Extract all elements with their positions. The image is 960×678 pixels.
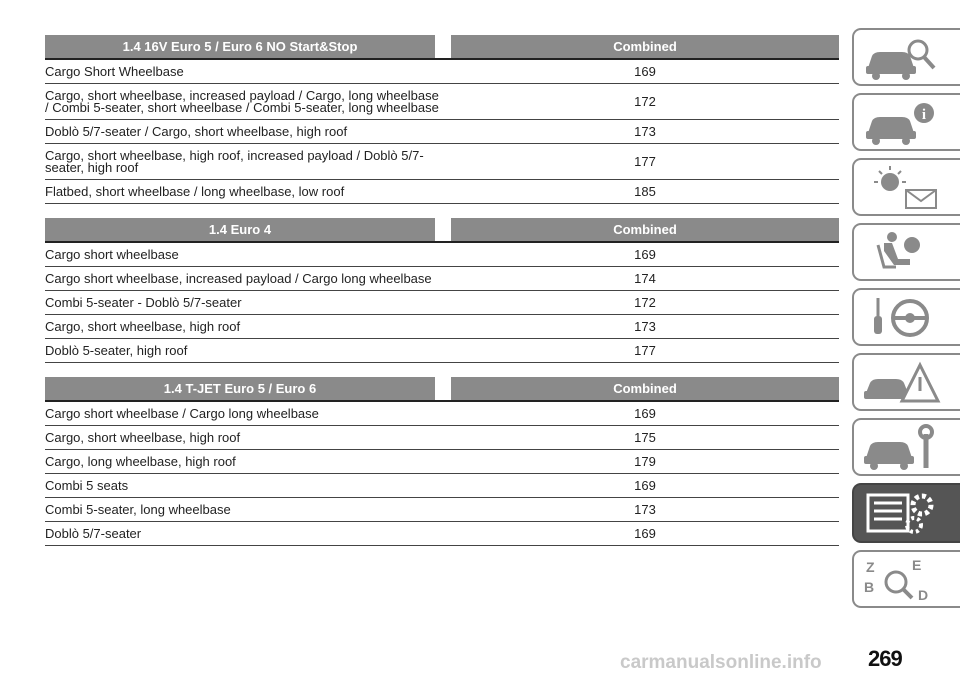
model-header: 1.4 16V Euro 5 / Euro 6 NO Start&Stop [45,35,435,58]
combined-header: Combined [451,218,839,241]
row-description: Combi 5-seater - Doblò 5/7-seater [45,294,242,310]
table-row [45,291,839,315]
row-description: Combi 5-seater, long wheelbase [45,501,231,517]
page-number: 269 [868,646,902,671]
row-value: 175 [634,429,656,445]
specs-gear-icon [862,489,942,537]
car-info-icon [862,99,942,147]
row-description: Cargo, long wheelbase, high roof [45,453,236,469]
table-row [45,474,839,498]
tab-car-search[interactable] [852,28,960,86]
model-header: 1.4 Euro 4 [45,218,435,241]
row-value: 173 [634,318,656,334]
tab-index[interactable] [852,550,960,608]
row-description: Doblò 5-seater, high roof [45,342,188,358]
table-row [45,450,839,474]
table-header [45,377,839,402]
row-value: 173 [634,123,656,139]
table-row [45,144,839,180]
tab-warning-lights[interactable] [852,158,960,216]
table-1-4-euro4 [45,218,839,363]
row-value: 174 [634,270,656,286]
svg-text:Z: Z [866,559,875,575]
car-wrench-icon [862,424,942,472]
row-description: Combi 5 seats [45,477,129,493]
table-1-4-16v [45,35,839,204]
row-value: 185 [634,183,656,199]
table-row [45,60,839,84]
table-row [45,120,839,144]
svg-text:B: B [864,579,875,595]
svg-text:E: E [912,557,922,573]
emissions-tables [45,35,839,560]
row-value: 169 [634,525,656,541]
tab-key-steering[interactable] [852,288,960,346]
row-description: Cargo short wheelbase, increased payload / Cargo long wheelbase [45,270,432,286]
warning-lights-icon [862,164,942,212]
table-header [45,218,839,243]
row-value: 177 [634,153,656,169]
row-value: 169 [634,63,656,79]
car-warning-triangle-icon [862,359,942,407]
row-description: Cargo, short wheelbase, increased payload / Cargo, long wheelbase / Combi 5-seater, short wheelbase / Combi 5-seater, long wheelbase [45,87,439,115]
table-1-4-tjet [45,377,839,546]
tab-car-wrench[interactable] [852,418,960,476]
watermark: carmanualsonline.info [620,652,822,673]
index-letters-icon [862,556,942,604]
row-value: 169 [634,246,656,262]
row-value: 179 [634,453,656,469]
row-value: 169 [634,405,656,421]
tab-specs[interactable] [852,483,960,543]
tab-car-warning[interactable] [852,353,960,411]
row-description: Doblò 5/7-seater / Cargo, short wheelbase, high roof [45,123,348,139]
row-description: Cargo short wheelbase [45,246,179,262]
table-row [45,180,839,204]
combined-header: Combined [451,377,839,400]
row-description: Cargo, short wheelbase, high roof [45,318,241,334]
row-value: 173 [634,501,656,517]
key-steering-wheel-icon [862,294,942,342]
table-row [45,84,839,120]
row-description: Cargo, short wheelbase, high roof [45,429,241,445]
car-search-icon [862,34,942,82]
row-value: 169 [634,477,656,493]
seat-airbag-icon [862,229,942,277]
row-description: Doblò 5/7-seater [45,525,142,541]
row-description: Flatbed, short wheelbase / long wheelbase, low roof [45,183,345,199]
table-row [45,267,839,291]
table-row [45,339,839,363]
combined-header: Combined [451,35,839,58]
row-value: 172 [634,294,656,310]
model-header: 1.4 T-JET Euro 5 / Euro 6 [45,377,435,400]
tab-seat-airbag[interactable] [852,223,960,281]
table-row [45,522,839,546]
svg-text:i: i [921,107,927,123]
table-row [45,315,839,339]
row-description: Cargo Short Wheelbase [45,63,184,79]
chapter-tabs [852,28,960,615]
table-row [45,426,839,450]
table-row [45,402,839,426]
row-description: Cargo short wheelbase / Cargo long wheelbase [45,405,319,421]
table-header [45,35,839,60]
row-value: 177 [634,342,656,358]
tab-car-info[interactable] [852,93,960,151]
table-row [45,498,839,522]
row-value: 172 [634,93,656,109]
svg-text:D: D [918,587,929,603]
table-row [45,243,839,267]
row-description: Cargo, short wheelbase, high roof, increased payload / Doblò 5/7-seater, high roof [45,147,424,175]
